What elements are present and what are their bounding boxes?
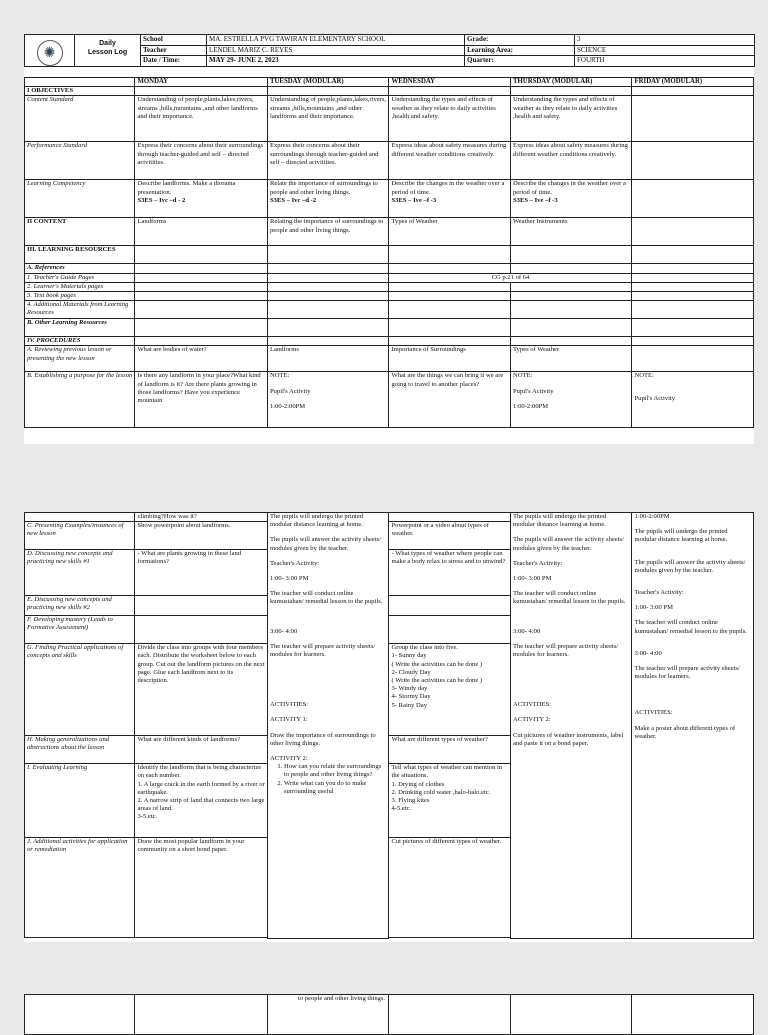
teacher-value: LENDEL MARIZ C. REYES <box>207 45 465 56</box>
proc-i-mon: Identify the landform that is being characterize on each number. 1. A large crack in the earth formed by a river or earthquake. 2. A narrow strip of land that connects two large areas of land. 3-5.etc. <box>135 764 268 838</box>
additional-label: 4. Additional Materials from Learning Resources <box>25 301 135 319</box>
performance-standard-wed: Express ideas about safety measures during different weather conditions creatively. <box>389 142 511 180</box>
proc-d-wed: - What types of weather where people can make a body relax to stress and to unwind? <box>389 550 511 596</box>
proc-j-label: J. Additional activities for application or remediation <box>25 838 135 938</box>
other-resources-label: B. Other Learning Resources <box>25 319 135 337</box>
date-label: Date / Time: <box>141 56 207 67</box>
day-friday: FRIDAY (MODULAR) <box>632 78 754 87</box>
content-wed: Types of Weather <box>389 218 511 246</box>
date-value: MAY 29- JUNE 2, 2023 <box>207 56 465 67</box>
content-mon: Landforms <box>135 218 268 246</box>
proc-a-wed: Importance of Surroundings <box>389 346 511 372</box>
proc-h-mon: What are different kinds of landforms? <box>135 736 268 764</box>
proc-f-label: F. Developing mastery (Leads to Formative Assessment) <box>25 616 135 644</box>
day-tuesday: TUESDAY (MODULAR) <box>267 78 389 87</box>
proc-a-tue: Landforms <box>267 346 389 372</box>
learning-competency-mon: Describe landforms. Make a diorama presentation. S3ES – Ivc –d - 2 <box>135 180 268 218</box>
proc-j-mon: Draw the most popular landform in your community on a short bond paper. <box>135 838 268 938</box>
proc-b-wed: What are the things we can bring if we are going to travel to another places? <box>389 372 511 428</box>
dll-title: Daily Lesson Log <box>75 35 141 67</box>
performance-standard-thu: Express ideas about safety measures during different weather conditions creatively. <box>510 142 632 180</box>
lesson-table-page1 <box>24 77 754 428</box>
resources-heading: III. LEARNING RESOURCES <box>25 246 135 264</box>
cg-reference: CG p.21 of 64 <box>389 273 632 282</box>
procedures-heading: IV. PROCEDURES <box>25 337 135 346</box>
lm-label: 2. Learner's Materials pages <box>25 282 135 291</box>
lesson-table-page2 <box>24 512 754 939</box>
proc-a-mon: What are bodies of water? <box>135 346 268 372</box>
page-3 <box>24 994 754 1034</box>
lesson-table-page3 <box>24 994 754 1035</box>
tue-continued: to people and other living things. <box>267 995 389 1035</box>
day-wednesday: WEDNESDAY <box>389 78 511 87</box>
learning-competency-wed: Describe the changes in the weather over a period of time. S3ES – Ive –f -3 <box>389 180 511 218</box>
grade-value: 3 <box>575 35 755 46</box>
content-standard-label: Content Standard <box>25 96 135 142</box>
proc-h-wed: What are different types of weather? <box>389 736 511 764</box>
tg-label: 1. Teacher's Guide Pages <box>25 273 135 282</box>
teacher-label: Teacher <box>141 45 207 56</box>
proc-b-mon: Is there any landform in your place?What kind of landform is it? Are there plants growing in those landforms? Have you experience mountain <box>135 372 268 428</box>
proc-g-mon: Divide the class into groups with four members each. Distribute the worksheet below to each group. Cut out the landform pictures on the next page. Glue each landfrom next to its description. <box>135 644 268 736</box>
proc-b-thu: NOTE: Pupil's Activity 1:00-2:00PM <box>510 372 632 428</box>
day-thursday: THURSDAY (MODULAR) <box>510 78 632 87</box>
proc-e-label: E. Discussing new concepts and practicing new skills #2 <box>25 596 135 616</box>
objectives-heading: I OBJECTIVES <box>25 87 135 96</box>
proc-c-mon: Show powerpoint about landforms. <box>135 522 268 550</box>
performance-standard-label: Performance Standard <box>25 142 135 180</box>
proc-b-fri: NOTE: Pupil's Activity <box>632 372 754 428</box>
tb-label: 3. Text book pages <box>25 292 135 301</box>
content-standard-mon: Understanding of people,plants,lakes,rivers, streams ,hills,mountains ,and other landforms and their importance. <box>135 96 268 142</box>
proc-c-label: C. Presenting Examples/instances of new lesson <box>25 522 135 550</box>
performance-standard-mon: Express their concerns about their surroundings through teacher-guided and self – directed actvitities. <box>135 142 268 180</box>
content-tue: Relating the importance of surroundings to people and other living things. <box>267 218 389 246</box>
content-standard-thu: Understanding the types and effects of weather as they relate to daily activities ,health and safety. <box>510 96 632 142</box>
area-label: Learning Area: <box>465 45 575 56</box>
proc-g-wed: Group the class into five. 1- Sunny day ( Write the activities can be done ) 2- Cloudy Day ( Write the activities can be done ) 3- Windy day 4- Stormy Day 5- Rainy Day <box>389 644 511 736</box>
content-standard-wed: Understanding the types and effects of weather as they relate to daily activities ,health and safety. <box>389 96 511 142</box>
proc-d-label: D. Discussing new concepts and practicing new skills #1 <box>25 550 135 596</box>
performance-standard-tue: Express their concerns about their surroundings through teacher-guided and self – directed actvitities. <box>267 142 389 180</box>
day-monday: MONDAY <box>135 78 268 87</box>
quarter-label: Quarter: <box>465 56 575 67</box>
proc-i-wed: Tell what types of weather can mention in the situations. 1. Drying of clothes 2. Drinking cold water ,halo-halo.etc. 3. Flying kites 4-5.etc. <box>389 764 511 838</box>
thursday-column: The pupils will undergo the printed modular distance learning at home. The pupils will answer the activity sheets/ modules given by the teacher. Teacher's Activity: 1:00- 3:00 PM The teacher will conduct online kumustahan/ remedial lesson to the pupils. 3:00- 4:00 The teacher will prepare activity sheets/ modules for learners. ACTIVITIES: ACTIVITY 2: Cut pictures of weather instruments, label and paste it on a bond paper. <box>510 513 632 939</box>
header-table <box>24 34 755 67</box>
deped-seal-icon: ✺ <box>37 40 63 66</box>
proc-i-label: I. Evaluating Learning <box>25 764 135 838</box>
content-label: II CONTENT <box>25 218 135 246</box>
mon-continued: climbing?How was it? <box>135 513 268 522</box>
page-2 <box>24 512 754 942</box>
proc-d-mon: - What are plants growing in these land formations? <box>135 550 268 596</box>
learning-competency-tue: Relate the importance of surroundings to people and other living things. S3ES – Ivc –d -2 <box>267 180 389 218</box>
quarter-value: FOURTH <box>575 56 755 67</box>
proc-j-wed: Cut pictures of different types of weather. <box>389 838 511 938</box>
logo-cell <box>25 35 75 67</box>
proc-a-thu: Types of Weather <box>510 346 632 372</box>
proc-c-wed: Powerpoint or a video about types of weather. <box>389 522 511 550</box>
proc-h-label: H. Making generalizations and abstractions about the lesson <box>25 736 135 764</box>
friday-column: 1:00-2:00PM The pupils will undergo the printed modular distance learning at home. The pupils will answer the activity sheets/ modules given by the teacher. Teacher's Activity: 1:00- 3:00 PM The teacher will conduct online kumustahan/ remedial lesson to the pupils. 3:00- 4:00 The teacher will prepare activity sheets/ modules for learners. ACTIVITIES: Make a poster about different types of weather. <box>632 513 754 939</box>
learning-competency-label: Learning Competency <box>25 180 135 218</box>
proc-b-tue: NOTE: Pupil's Activity 1:00-2:00PM <box>267 372 389 428</box>
proc-g-label: G. Finding Practical applications of concepts and skills <box>25 644 135 736</box>
proc-a-label: A. Reviewing previous lesson or presenting the new lesson <box>25 346 135 372</box>
proc-b-label: B. Establishing a purpose for the lesson <box>25 372 135 428</box>
grade-label: Grade: <box>465 35 575 46</box>
learning-competency-thu: Describe the changes in the weather over a period of time. S3ES – Ive –f -3 <box>510 180 632 218</box>
school-label: School <box>141 35 207 46</box>
references-label: A. References <box>25 264 135 273</box>
area-value: SCIENCE <box>575 45 755 56</box>
content-thu: Weather Instruments <box>510 218 632 246</box>
school-value: MA. ESTRELLA PVG TAWIRAN ELEMENTARY SCHOOL <box>207 35 465 46</box>
page-1 <box>24 34 754 444</box>
content-standard-tue: Understanding of people,plants,lakes,rivers, streams ,hills,mountains ,and other landforms and their importance. <box>267 96 389 142</box>
tuesday-column: The pupils will undergo the printed modular distance learning at home. The pupils will answer the activity sheets/ modules given by the teacher. Teacher's Activity: 1:00- 3:00 PM The teacher will conduct online kumustahan/ remedial lesson to the pupils. 3:00- 4:00 The teacher will prepare activity sheets/ modules for learners. ACTIVITIES: ACTIVITY 1: Draw the importance of surroundings to other living things. ACTIVITY 2: 1. How can you relate the surroundings to people and other living things? 2. Write what can you do to make surrounding useful <box>267 513 389 939</box>
